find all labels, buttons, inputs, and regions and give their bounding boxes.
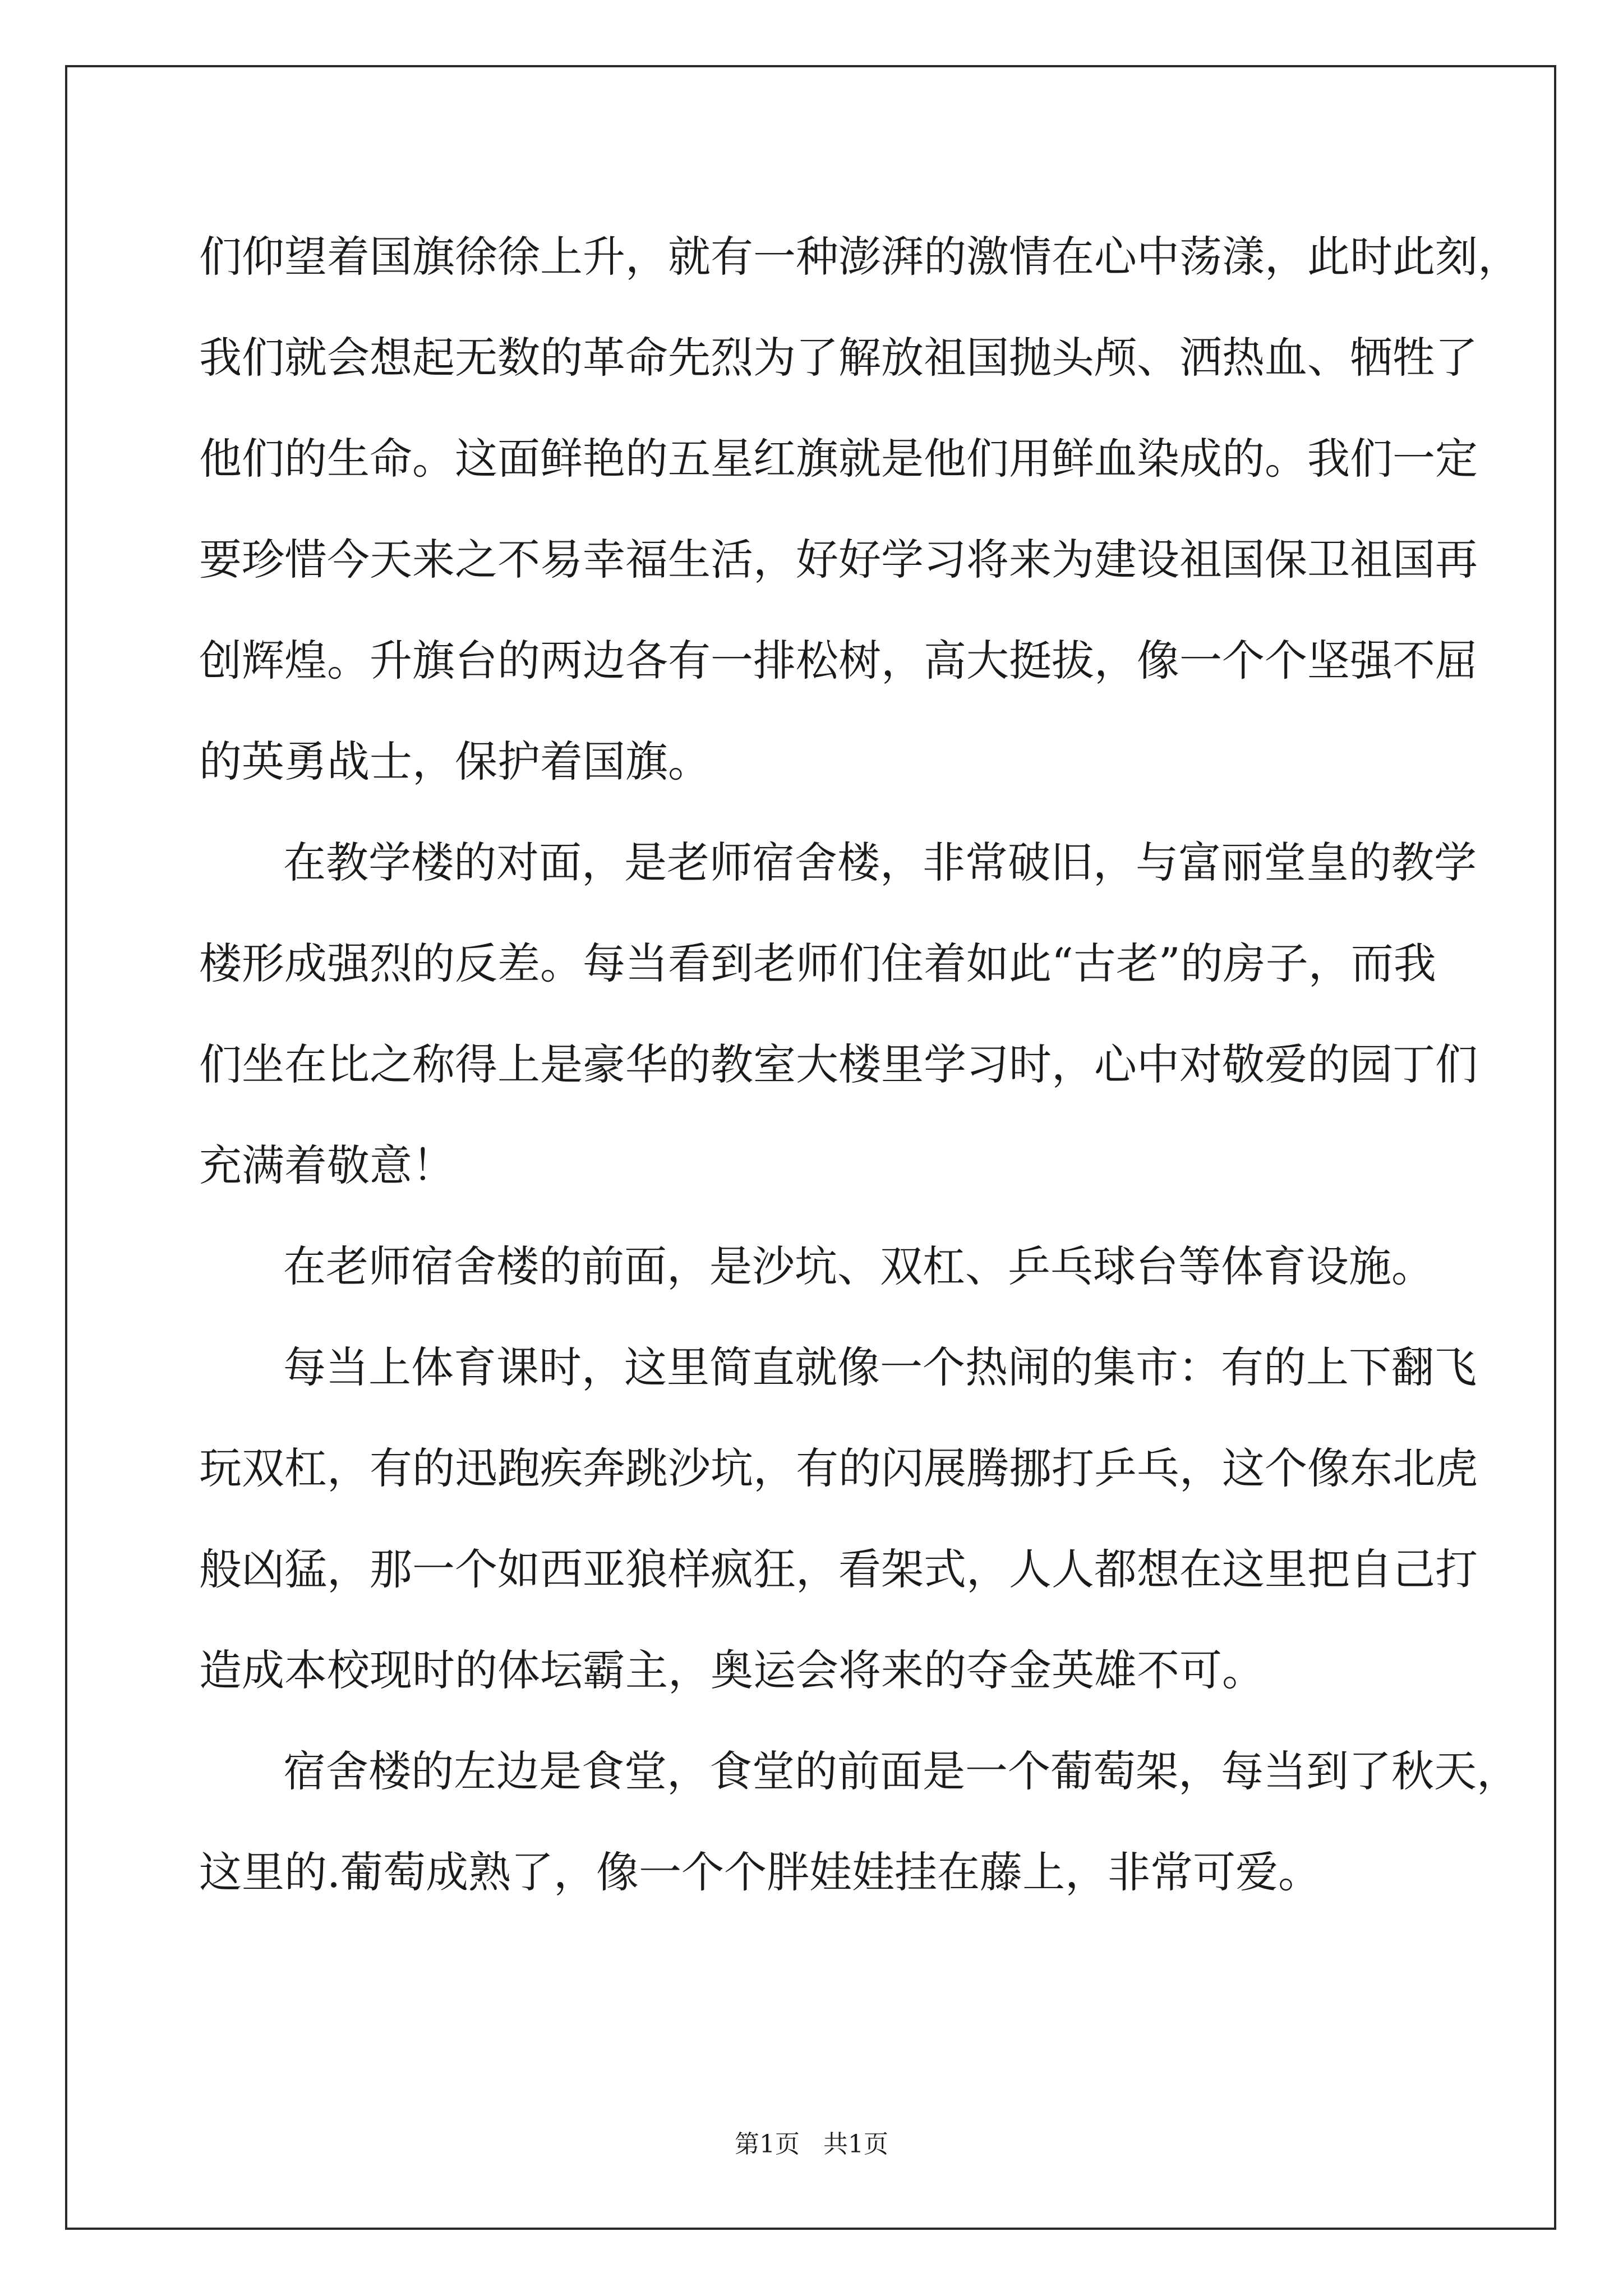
text-line: 在老师宿舍楼的前面，是沙坑、双杠、乒乓球台等体育设施。 bbox=[283, 1241, 1434, 1291]
text-line: 们坐在比之称得上是豪华的教室大楼里学习时，心中对敬爱的园丁们 bbox=[199, 1039, 1478, 1089]
page-footer: 第1页 共1页 bbox=[735, 2130, 888, 2159]
text-line: 每当上体育课时，这里简直就像一个热闹的集市：有的上下翻飞 bbox=[283, 1342, 1477, 1392]
text-line: 们仰望着国旗徐徐上升，就有一种澎湃的激情在心中荡漾，此时此刻， bbox=[199, 232, 1520, 282]
text-line: 他们的生命。这面鲜艳的五星红旗就是他们用鲜血染成的。我们一定 bbox=[199, 434, 1478, 484]
text-line: 这里的.葡萄成熟了，像一个个胖娃娃挂在藤上，非常可爱。 bbox=[199, 1847, 1321, 1897]
text-line: 造成本校现时的体坛霸主，奥运会将来的夺金英雄不可。 bbox=[199, 1645, 1265, 1695]
text-line: 般凶猛，那一个如西亚狼样疯狂，看架式，人人都想在这里把自己打 bbox=[199, 1544, 1478, 1594]
document-body bbox=[199, 206, 1520, 1923]
text-line: 要珍惜今天来之不易幸福生活，好好学习将来为建设祖国保卫祖国再 bbox=[199, 535, 1478, 585]
text-line: 楼形成强烈的反差。每当看到老师们住着如此“古老”的房子，而我 bbox=[199, 938, 1436, 988]
text-line: 创辉煌。升旗台的两边各有一排松树，高大挺拔，像一个个坚强不屈 bbox=[199, 636, 1478, 685]
text-line: 我们就会想起无数的革命先烈为了解放祖国抛头颅、洒热血、牺牲了 bbox=[199, 333, 1478, 383]
text-line: 充满着敬意！ bbox=[199, 1140, 455, 1190]
text-line: 的英勇战士，保护着国旗。 bbox=[199, 737, 711, 786]
text-line: 宿舍楼的左边是食堂，食堂的前面是一个葡萄架，每当到了秋天， bbox=[283, 1746, 1519, 1796]
text-line: 玩双杠，有的迅跑疾奔跳沙坑，有的闪展腾挪打乒乓，这个像东北虎 bbox=[199, 1443, 1478, 1493]
text-line: 在教学楼的对面，是老师宿舍楼，非常破旧，与富丽堂皇的教学 bbox=[283, 838, 1477, 887]
